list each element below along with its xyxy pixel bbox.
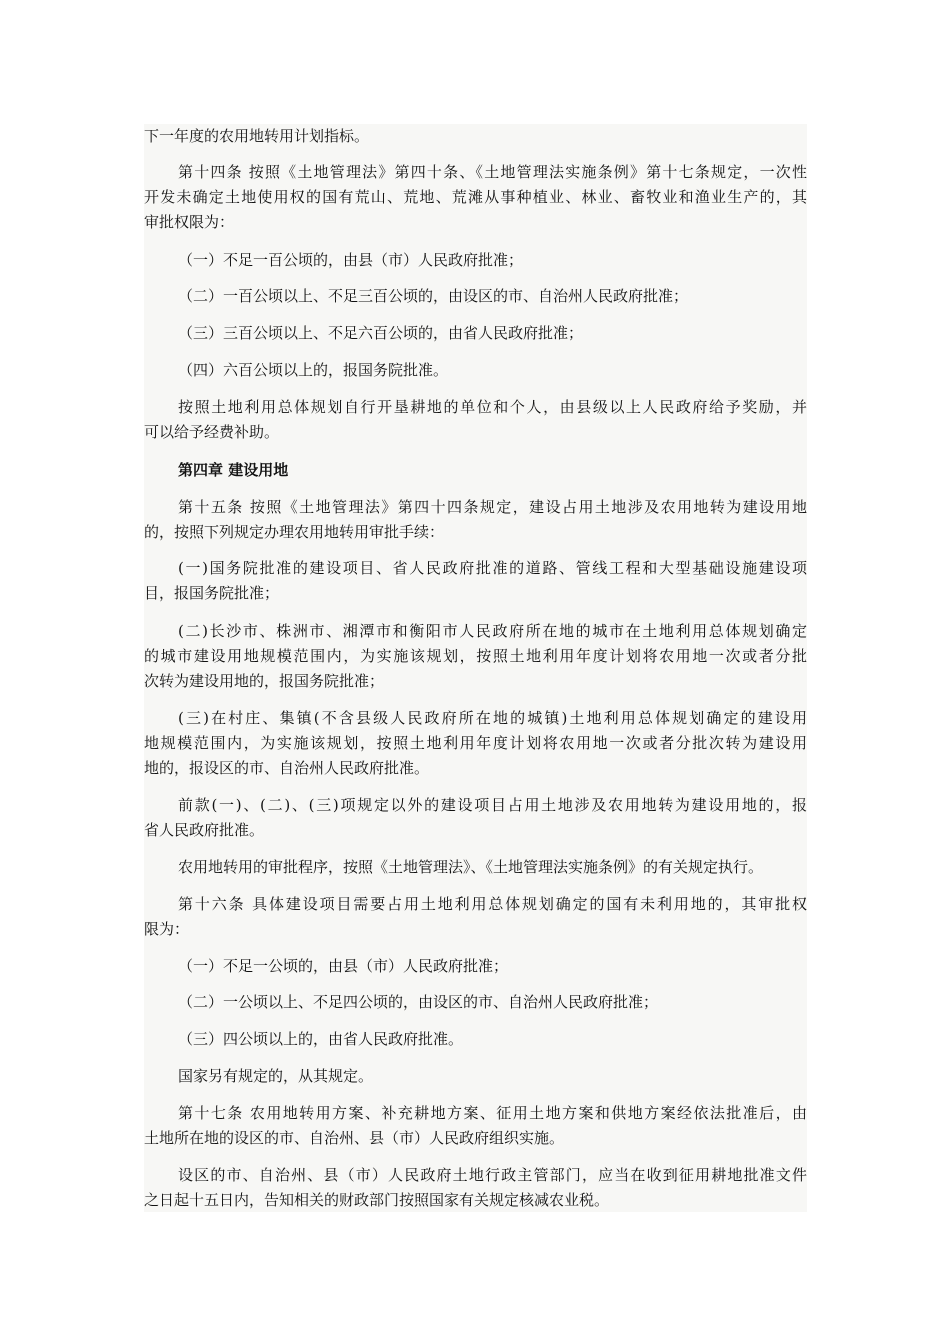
article-14-line-2: 开发未确定土地使用权的国有荒山、荒地、荒滩从事种植业、林业、畜牧业和渔业生产的，其 — [144, 188, 807, 206]
article-17-line-1: 第十七条 农用地转用方案、补充耕地方案、征用土地方案和供地方案经依法批准后，由 — [178, 1104, 807, 1122]
article-16-line-2: 限为： — [144, 920, 190, 938]
list-item: （二）一公顷以上、不足四公顷的，由设区的市、自治州人民政府批准； — [178, 993, 659, 1011]
article-15-line-1: 第十五条 按照《土地管理法》第四十四条规定，建设占用土地涉及农用地转为建设用地 — [178, 498, 807, 516]
list-item-continuation: 目，报国务院批准； — [144, 584, 280, 602]
paragraph-line: 按照土地利用总体规划自行开垦耕地的单位和个人，由县级以上人民政府给予奖励，并 — [178, 398, 807, 416]
article-14-line-1: 第十四条 按照《土地管理法》第四十条、《土地管理法实施条例》第十七条规定，一次性 — [178, 163, 807, 181]
chapter-heading: 第四章 建设用地 — [178, 461, 289, 479]
list-item: （三）三百公顷以上、不足六百公顷的，由省人民政府批准； — [178, 324, 584, 342]
list-item: (一)国务院批准的建设项目、省人民政府批准的道路、管线工程和大型基础设施建设项 — [178, 559, 807, 577]
paragraph-line: 之日起十五日内，告知相关的财政部门按照国家有关规定核减农业税。 — [144, 1191, 610, 1209]
list-item: （一）不足一公顷的，由县（市）人民政府批准； — [178, 957, 509, 975]
list-item: （三）四公顷以上的，由省人民政府批准。 — [178, 1030, 464, 1048]
paragraph-line: 可以给予经费补助。 — [144, 423, 280, 441]
list-item-continuation: 次转为建设用地的，报国务院批准； — [144, 672, 385, 690]
paragraph-line: 设区的市、自治州、县（市）人民政府土地行政主管部门，应当在收到征用耕地批准文件 — [178, 1166, 807, 1184]
list-item: （二）一百公顷以上、不足三百公顷的，由设区的市、自治州人民政府批准； — [178, 287, 689, 305]
list-item: （一）不足一百公顷的，由县（市）人民政府批准； — [178, 251, 524, 269]
list-item-continuation: 的城市建设用地规模范围内，为实施该规划，按照土地利用年度计划将农用地一次或者分批 — [144, 647, 807, 665]
document-text-block — [144, 124, 807, 1212]
article-16-line-1: 第十六条 具体建设项目需要占用土地利用总体规划确定的国有未利用地的，其审批权 — [178, 895, 807, 913]
article-15-line-2: 的，按照下列规定办理农用地转用审批手续： — [144, 523, 445, 541]
list-item: (二)长沙市、株洲市、湘潭市和衡阳市人民政府所在地的城市在土地利用总体规划确定 — [178, 622, 807, 640]
paragraph-line: 下一年度的农用地转用计划指标。 — [144, 127, 370, 145]
article-14-line-3: 审批权限为： — [144, 213, 235, 231]
paragraph-line: 农用地转用的审批程序，按照《土地管理法》、《土地管理法实施条例》的有关规定执行。 — [178, 858, 764, 876]
paragraph-line: 前款(一)、(二)、(三)项规定以外的建设项目占用土地涉及农用地转为建设用地的，报 — [178, 796, 807, 814]
list-item: （四）六百公顷以上的，报国务院批准。 — [178, 361, 449, 379]
list-item: (三)在村庄、集镇(不含县级人民政府所在地的城镇)土地利用总体规划确定的建设用 — [178, 709, 807, 727]
paragraph-line: 国家另有规定的，从其规定。 — [178, 1067, 374, 1085]
paragraph-line: 省人民政府批准。 — [144, 821, 265, 839]
list-item-continuation: 地的，报设区的市、自治州人民政府批准。 — [144, 759, 430, 777]
article-17-line-2: 土地所在地的设区的市、自治州、县（市）人民政府组织实施。 — [144, 1129, 565, 1147]
list-item-continuation: 地规模范围内，为实施该规划，按照土地利用年度计划将农用地一次或者分批次转为建设用 — [144, 734, 807, 752]
